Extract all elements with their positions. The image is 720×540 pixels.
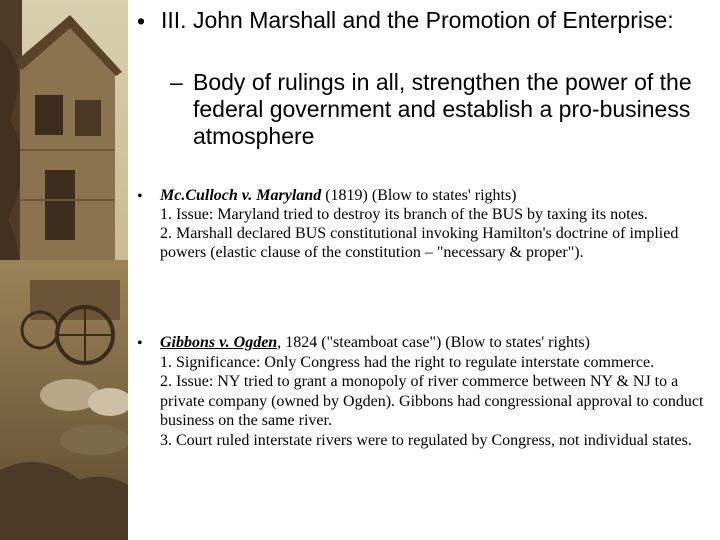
case-1-name: Mc.Culloch v. Maryland	[160, 187, 322, 204]
slide-heading: III. John Marshall and the Promotion of Enterprise:	[161, 7, 674, 33]
case-2-text	[160, 333, 720, 450]
case-1-bullet: •	[137, 188, 143, 205]
case-2-name: Gibbons v. Ogden	[160, 334, 278, 351]
case-2-details: , 1824 ("steamboat case") (Blow to states' rights) 1. Significance: Only Congress had the right to regulate interstate commerce. 2. Issue: NY tried to grant a monopoly of river commerce between NY & NJ to a private company (owned by Ogden). Gibbons had congressional approval to conduct business on the same river. 3. Court ruled interstate rivers were to regulated by Congress, not individual states.	[160, 334, 704, 449]
case-2-bullet: •	[137, 335, 143, 352]
subpoint-dash: –	[170, 69, 183, 95]
case-1-text	[160, 186, 720, 262]
background-painting	[0, 0, 135, 540]
case-1-details: (1819) (Blow to states' rights) 1. Issue: Maryland tried to destroy its branch of the BUS by taxing its notes. 2. Marshall declared BUS constitutional invoking Hamilton's doctrine of implied powers (elastic clause of the constitution – "necessary & proper").	[160, 187, 679, 261]
slide-subpoint: Body of rulings in all, strengthen the power of the federal government and establish a pro-business atmosphere	[193, 69, 692, 149]
heading-bullet: •	[137, 8, 146, 34]
